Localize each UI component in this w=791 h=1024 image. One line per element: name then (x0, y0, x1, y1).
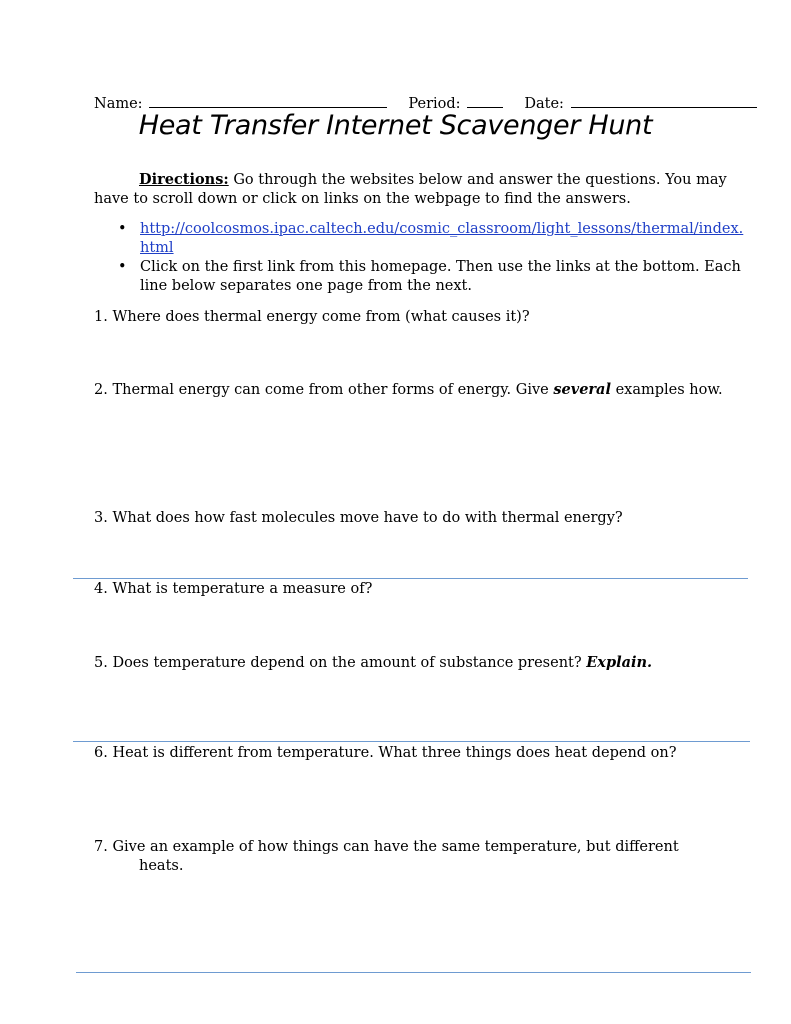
question-5 (94, 653, 744, 673)
question-text: Heat is different from temperature. What three things does heat depend on? (112, 745, 677, 761)
question-text: Thermal energy can come from other forms of energy. Give (112, 382, 554, 398)
date-label: Date: (524, 96, 564, 112)
question-6 (94, 744, 744, 763)
page-separator-line (73, 741, 750, 742)
question-text: Give an example of how things can have the same temperature, but different (112, 839, 679, 855)
page-title: Heat Transfer Internet Scavenger Hunt (138, 110, 653, 141)
page-separator-line (76, 972, 751, 973)
question-number: 1. (94, 309, 108, 325)
question-number: 4. (94, 581, 108, 597)
date-blank[interactable] (571, 93, 757, 108)
question-2 (94, 380, 744, 400)
bullet-list (118, 220, 750, 296)
page-separator-line (73, 578, 748, 579)
question-3 (94, 509, 744, 528)
instruction-text: Click on the first link from this homepage. Then use the links at the bottom. Each line below separates one page from the next. (140, 259, 741, 294)
question-number: 6. (94, 745, 108, 761)
name-label: Name: (94, 96, 143, 112)
question-4 (94, 580, 744, 599)
question-emphasis: several (553, 381, 611, 398)
directions-text: Go through the websites below and answer the questions. You may have to scroll down or click on links on the webpage to find the answers. (94, 172, 727, 207)
period-blank[interactable] (467, 93, 503, 108)
directions (94, 170, 749, 209)
bullet-icon: • (118, 221, 127, 237)
question-number: 3. (94, 510, 108, 526)
question-text: Does temperature depend on the amount of substance present? (112, 655, 587, 671)
question-7 (94, 838, 744, 876)
list-item (118, 258, 750, 296)
question-text-end: examples how. (610, 382, 723, 398)
directions-heading: Directions: (139, 171, 229, 188)
question-1 (94, 308, 744, 327)
bullet-icon: • (118, 259, 127, 275)
question-emphasis: Explain. (586, 654, 653, 671)
list-item (118, 220, 750, 258)
question-number: 7. (94, 839, 108, 855)
question-number: 2. (94, 382, 108, 398)
website-link[interactable]: http://coolcosmos.ipac.caltech.edu/cosmic_classroom/light_lessons/thermal/index.html (140, 221, 744, 256)
question-text: Where does thermal energy come from (what causes it)? (112, 309, 530, 325)
period-label: Period: (408, 96, 461, 112)
question-number: 5. (94, 655, 108, 671)
name-blank[interactable] (149, 93, 387, 108)
question-text-continued: heats. (139, 858, 184, 874)
question-text: What is temperature a measure of? (112, 581, 373, 597)
question-text: What does how fast molecules move have to do with thermal energy? (112, 510, 623, 526)
